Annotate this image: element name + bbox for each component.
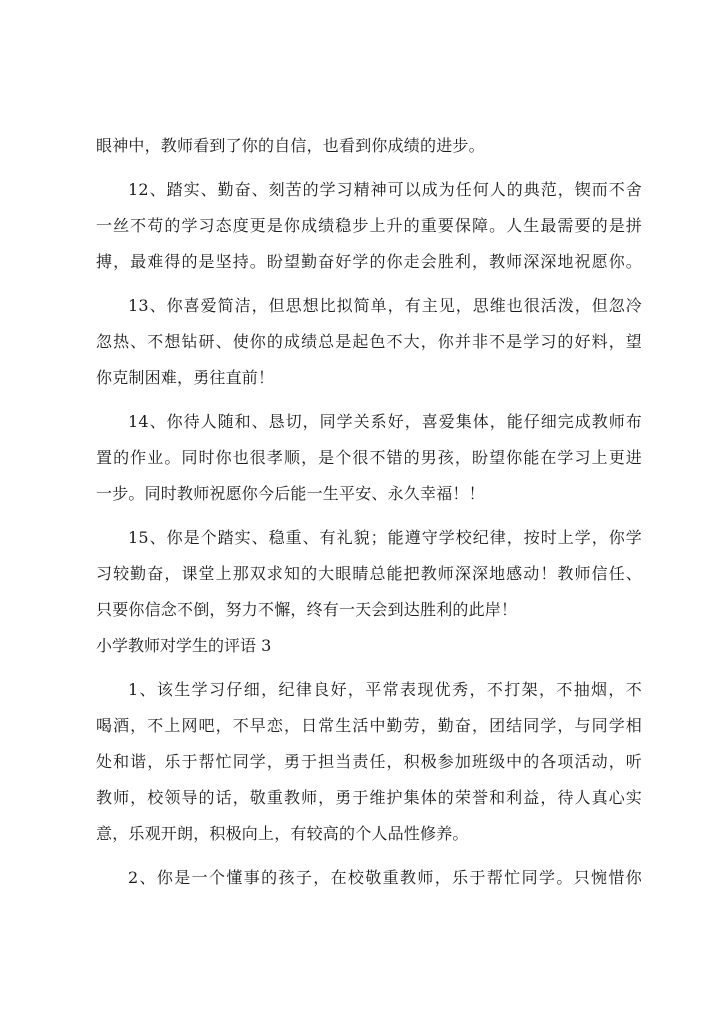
paragraph-comment-12 [96,172,642,280]
text-line: 置的作业。同时你也很孝顺，是个很不错的男孩，盼望你能在学习上更进 [96,448,642,467]
text-line: 13、你喜爱简洁，但思想比拟简单，有主见，思维也很活泼，但忽冷 [128,296,642,315]
paragraph-comment-15 [96,520,642,628]
paragraph-comment-13 [96,288,642,396]
document-body [96,128,642,896]
text-line: 意，乐观开朗，积极向上，有较高的个人品性修养。 [96,824,469,843]
text-line: 一步。同时教师祝愿你今后能一生平安、永久幸福！！ [96,484,485,503]
text-line: 搏，最难得的是坚持。盼望勤奋好学的你走会胜利，教师深深地祝愿你。 [96,252,642,271]
text-line: 习较勤奋，课堂上那双求知的大眼睛总能把教师深深地感动！教师信任、 [96,564,642,583]
text-line: 只要你信念不倒，努力不懈，终有一天会到达胜利的此岸！ [96,600,518,619]
text-line: 2、你是一个懂事的孩子，在校敬重教师，乐于帮忙同学。只惋惜你 [128,868,642,887]
text-line: 眼神中，教师看到了你的自信，也看到你成绩的进步。 [96,136,485,155]
text-line: 你克制困难，勇往直前！ [96,368,275,387]
section-heading: 小学教师对学生的评语 3 [96,636,272,655]
text-line: 12、踏实、勤奋、刻苦的学习精神可以成为任何人的典范，锲而不舍 [128,180,642,199]
paragraph-section-comment-1 [96,672,642,852]
text-line: 1、该生学习仔细，纪律良好，平常表现优秀，不打架，不抽烟，不 [128,680,642,699]
paragraph-section-comment-2 [96,860,642,896]
paragraph-continuation [96,128,642,164]
paragraph-comment-14 [96,404,642,512]
text-line: 一丝不苟的学习态度更是你成绩稳步上升的重要保障。人生最需要的是拼 [96,216,642,235]
text-line: 忽热、不想钻研、使你的成绩总是起色不大，你并非不是学习的好料，望 [96,332,642,351]
text-line: 教师，校领导的话，敬重教师，勇于维护集体的荣誉和利益，待人真心实 [96,788,642,807]
text-line: 处和谐，乐于帮忙同学，勇于担当责任，积极参加班级中的各项活动，听 [96,752,642,771]
text-line: 15、你是个踏实、稳重、有礼貌；能遵守学校纪律，按时上学，你学 [128,528,642,547]
text-line: 喝酒，不上网吧，不早恋，日常生活中勤劳，勤奋，团结同学，与同学相 [96,716,642,735]
text-line: 14、你待人随和、恳切，同学关系好，喜爱集体，能仔细完成教师布 [128,412,642,431]
